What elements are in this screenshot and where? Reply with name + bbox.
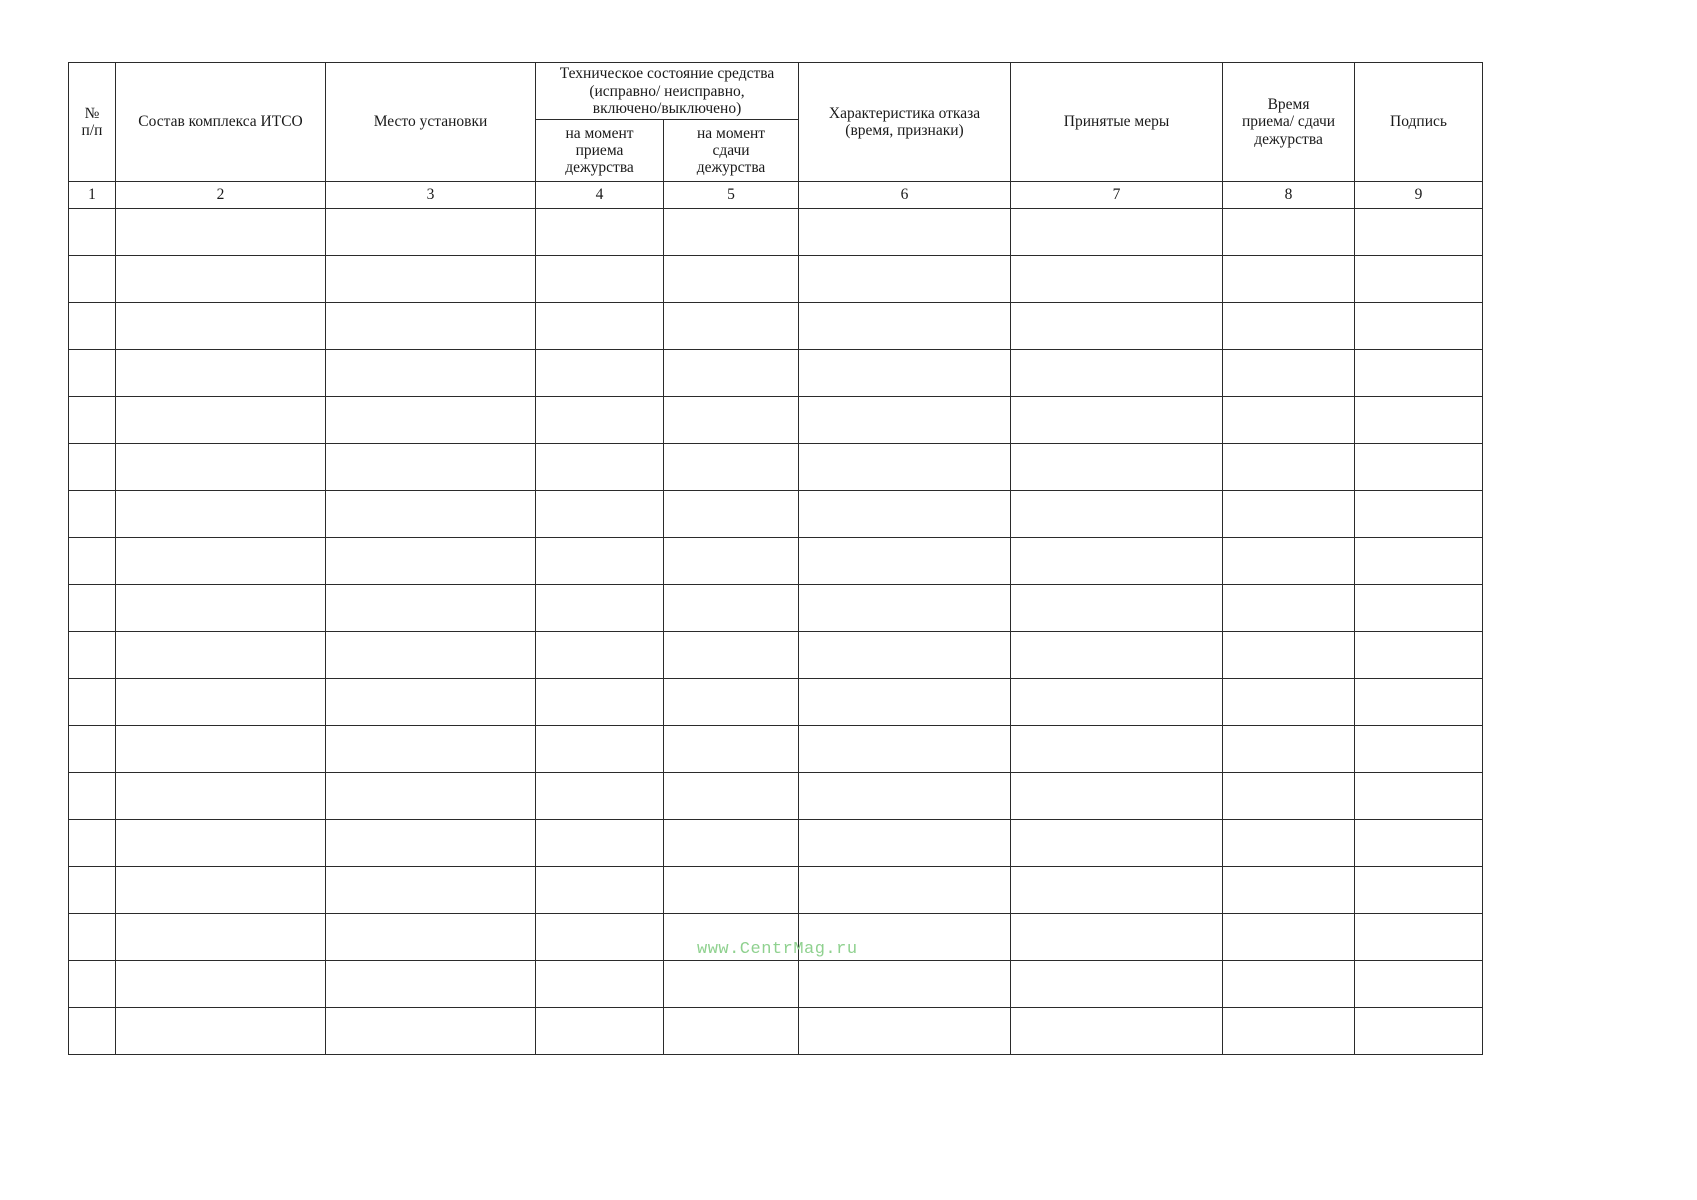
table-cell[interactable] <box>536 209 664 256</box>
table-cell[interactable] <box>536 303 664 350</box>
table-cell[interactable] <box>116 303 326 350</box>
table-cell[interactable] <box>1011 632 1223 679</box>
table-cell[interactable] <box>326 1008 536 1055</box>
table-cell[interactable] <box>1355 538 1483 585</box>
header-col-state-start-line3: дежурства <box>565 159 634 177</box>
table-cell[interactable] <box>1011 491 1223 538</box>
table-cell[interactable] <box>536 679 664 726</box>
table-cell[interactable] <box>1011 773 1223 820</box>
journal-sheet <box>68 62 1482 1055</box>
table-row <box>69 867 1483 914</box>
table-cell[interactable] <box>69 256 116 303</box>
table-cell[interactable] <box>799 961 1011 1008</box>
table-cell[interactable] <box>326 303 536 350</box>
column-number-7: 7 <box>1011 182 1223 209</box>
table-cell[interactable] <box>326 820 536 867</box>
table-cell[interactable] <box>799 1008 1011 1055</box>
table-cell[interactable] <box>116 538 326 585</box>
table-row <box>69 632 1483 679</box>
table-row <box>69 397 1483 444</box>
table-cell[interactable] <box>116 209 326 256</box>
table-cell[interactable] <box>326 444 536 491</box>
table-cell[interactable] <box>1223 397 1355 444</box>
table-cell[interactable] <box>1223 491 1355 538</box>
table-cell[interactable] <box>664 679 799 726</box>
table-cell[interactable] <box>799 397 1011 444</box>
table-cell[interactable] <box>1011 350 1223 397</box>
table-cell[interactable] <box>536 538 664 585</box>
table-cell[interactable] <box>1011 538 1223 585</box>
table-cell[interactable] <box>1223 679 1355 726</box>
header-col-state-start <box>536 120 664 182</box>
table-cell[interactable] <box>1011 820 1223 867</box>
table-row <box>69 820 1483 867</box>
table-cell[interactable] <box>536 491 664 538</box>
table-cell[interactable] <box>664 538 799 585</box>
table-cell[interactable] <box>536 914 664 961</box>
table-cell[interactable] <box>1355 726 1483 773</box>
table-cell[interactable] <box>1355 679 1483 726</box>
table-cell[interactable] <box>69 820 116 867</box>
table-cell[interactable] <box>326 538 536 585</box>
table-cell[interactable] <box>69 914 116 961</box>
watermark-text: www.CentrMag.ru <box>697 940 858 959</box>
table-cell[interactable] <box>69 867 116 914</box>
column-number-8: 8 <box>1223 182 1355 209</box>
header-col-complex: Состав комплекса ИТСО <box>116 63 326 182</box>
header-col-time <box>1223 63 1355 182</box>
table-cell[interactable] <box>116 256 326 303</box>
table-cell[interactable] <box>536 444 664 491</box>
table-cell[interactable] <box>69 538 116 585</box>
table-cell[interactable] <box>799 209 1011 256</box>
table-row <box>69 256 1483 303</box>
table-cell[interactable] <box>799 585 1011 632</box>
table-cell[interactable] <box>536 726 664 773</box>
table-cell[interactable] <box>1011 1008 1223 1055</box>
header-row-main <box>69 63 1483 120</box>
header-col-state-start-line1: на момент <box>565 124 634 142</box>
table-cell[interactable] <box>1223 867 1355 914</box>
table-cell[interactable] <box>1223 1008 1355 1055</box>
table-cell[interactable] <box>1355 303 1483 350</box>
table-cell[interactable] <box>664 491 799 538</box>
table-cell[interactable] <box>799 679 1011 726</box>
table-cell[interactable] <box>69 961 116 1008</box>
table-cell[interactable] <box>326 350 536 397</box>
table-cell[interactable] <box>116 632 326 679</box>
header-col-failure-line1: Характеристика отказа <box>828 104 981 122</box>
table-cell[interactable] <box>664 303 799 350</box>
table-cell[interactable] <box>1355 961 1483 1008</box>
table-cell[interactable] <box>1223 256 1355 303</box>
table-row <box>69 303 1483 350</box>
table-row <box>69 585 1483 632</box>
table-cell[interactable] <box>116 585 326 632</box>
header-col-time-line1: Время <box>1267 95 1310 113</box>
column-number-4: 4 <box>536 182 664 209</box>
table-cell[interactable] <box>1223 209 1355 256</box>
header-group-line2: (исправно/ неисправно, <box>589 82 745 100</box>
table-cell[interactable] <box>1355 773 1483 820</box>
table-cell[interactable] <box>116 867 326 914</box>
table-cell[interactable] <box>69 773 116 820</box>
table-cell[interactable] <box>326 726 536 773</box>
table-cell[interactable] <box>116 679 326 726</box>
table-cell[interactable] <box>326 867 536 914</box>
table-cell[interactable] <box>1223 585 1355 632</box>
table-cell[interactable] <box>536 867 664 914</box>
header-col-time-line3: дежурства <box>1254 130 1323 148</box>
table-cell[interactable] <box>69 1008 116 1055</box>
table-row <box>69 679 1483 726</box>
column-number-5: 5 <box>664 182 799 209</box>
header-group-line1: Техническое состояние средства <box>559 65 775 83</box>
table-row <box>69 350 1483 397</box>
column-number-6: 6 <box>799 182 1011 209</box>
table-cell[interactable] <box>326 397 536 444</box>
table-cell[interactable] <box>1011 914 1223 961</box>
table-cell[interactable] <box>536 350 664 397</box>
table-body <box>69 209 1483 1055</box>
table-cell[interactable] <box>536 961 664 1008</box>
table-row <box>69 491 1483 538</box>
table-cell[interactable] <box>326 632 536 679</box>
table-cell[interactable] <box>69 444 116 491</box>
table-row <box>69 726 1483 773</box>
table-cell[interactable] <box>664 444 799 491</box>
table-cell[interactable] <box>536 632 664 679</box>
table-cell[interactable] <box>536 585 664 632</box>
table-cell[interactable] <box>536 1008 664 1055</box>
table-cell[interactable] <box>799 820 1011 867</box>
table-cell[interactable] <box>664 585 799 632</box>
table-cell[interactable] <box>69 397 116 444</box>
table-cell[interactable] <box>326 491 536 538</box>
header-col-signature: Подпись <box>1355 63 1483 182</box>
table-cell[interactable] <box>1223 303 1355 350</box>
table-cell[interactable] <box>536 256 664 303</box>
table-cell[interactable] <box>664 726 799 773</box>
table-cell[interactable] <box>664 632 799 679</box>
table-cell[interactable] <box>1011 867 1223 914</box>
table-cell[interactable] <box>664 256 799 303</box>
table-cell[interactable] <box>799 303 1011 350</box>
table-cell[interactable] <box>69 209 116 256</box>
table-cell[interactable] <box>1223 914 1355 961</box>
table-cell[interactable] <box>116 491 326 538</box>
table-cell[interactable] <box>116 773 326 820</box>
header-col-number-line1: № <box>84 104 100 122</box>
table-row <box>69 1008 1483 1055</box>
table-cell[interactable] <box>116 726 326 773</box>
header-col-number <box>69 63 116 182</box>
table-cell[interactable] <box>1011 585 1223 632</box>
table-cell[interactable] <box>1011 444 1223 491</box>
table-header <box>69 63 1483 209</box>
table-cell[interactable] <box>1355 256 1483 303</box>
table-cell[interactable] <box>664 397 799 444</box>
table-cell[interactable] <box>69 350 116 397</box>
table-cell[interactable] <box>1011 961 1223 1008</box>
table-cell[interactable] <box>69 303 116 350</box>
table-cell[interactable] <box>1011 209 1223 256</box>
table-cell[interactable] <box>116 444 326 491</box>
header-col-failure <box>799 63 1011 182</box>
table-cell[interactable] <box>69 585 116 632</box>
table-cell[interactable] <box>1223 350 1355 397</box>
column-number-2: 2 <box>116 182 326 209</box>
table-cell[interactable] <box>116 1008 326 1055</box>
journal-table <box>68 62 1483 1055</box>
table-cell[interactable] <box>1355 585 1483 632</box>
table-cell[interactable] <box>799 773 1011 820</box>
table-cell[interactable] <box>1223 538 1355 585</box>
header-col-location: Место установки <box>326 63 536 182</box>
table-cell[interactable] <box>1011 726 1223 773</box>
table-cell[interactable] <box>1223 726 1355 773</box>
table-cell[interactable] <box>664 867 799 914</box>
table-cell[interactable] <box>1011 303 1223 350</box>
table-cell[interactable] <box>664 209 799 256</box>
column-number-3: 3 <box>326 182 536 209</box>
table-cell[interactable] <box>69 679 116 726</box>
header-group-line3: включено/выключено) <box>592 99 742 117</box>
table-cell[interactable] <box>1011 679 1223 726</box>
header-group-technical-state <box>536 63 799 120</box>
table-row <box>69 773 1483 820</box>
table-cell[interactable] <box>116 820 326 867</box>
column-number-9: 9 <box>1355 182 1483 209</box>
table-cell[interactable] <box>326 679 536 726</box>
table-cell[interactable] <box>1223 632 1355 679</box>
table-cell[interactable] <box>1223 773 1355 820</box>
table-cell[interactable] <box>116 914 326 961</box>
table-cell[interactable] <box>326 585 536 632</box>
table-cell[interactable] <box>664 820 799 867</box>
table-cell[interactable] <box>326 773 536 820</box>
table-cell[interactable] <box>326 256 536 303</box>
header-col-state-end <box>664 120 799 182</box>
table-cell[interactable] <box>326 961 536 1008</box>
table-row <box>69 538 1483 585</box>
header-col-failure-line2: (время, признаки) <box>845 122 964 139</box>
header-col-number-line2: п/п <box>81 122 103 139</box>
table-cell[interactable] <box>326 209 536 256</box>
table-cell[interactable] <box>116 961 326 1008</box>
table-cell[interactable] <box>326 914 536 961</box>
header-col-time-line2: приема/ сдачи <box>1241 113 1336 131</box>
table-cell[interactable] <box>1223 820 1355 867</box>
table-cell[interactable] <box>536 773 664 820</box>
table-cell[interactable] <box>1355 914 1483 961</box>
table-cell[interactable] <box>536 820 664 867</box>
table-cell[interactable] <box>69 632 116 679</box>
table-cell[interactable] <box>1223 961 1355 1008</box>
table-cell[interactable] <box>799 726 1011 773</box>
table-cell[interactable] <box>116 397 326 444</box>
table-cell[interactable] <box>799 632 1011 679</box>
table-cell[interactable] <box>1355 444 1483 491</box>
table-cell[interactable] <box>799 491 1011 538</box>
table-cell[interactable] <box>536 397 664 444</box>
table-cell[interactable] <box>1355 491 1483 538</box>
table-cell[interactable] <box>1355 1008 1483 1055</box>
header-col-measures: Принятые меры <box>1011 63 1223 182</box>
table-cell[interactable] <box>799 867 1011 914</box>
header-col-state-start-line2: приема <box>575 142 624 160</box>
table-cell[interactable] <box>69 726 116 773</box>
table-cell[interactable] <box>799 350 1011 397</box>
table-cell[interactable] <box>1355 209 1483 256</box>
table-cell[interactable] <box>1011 397 1223 444</box>
table-cell[interactable] <box>799 538 1011 585</box>
table-cell[interactable] <box>1011 256 1223 303</box>
table-cell[interactable] <box>116 350 326 397</box>
column-number-row <box>69 182 1483 209</box>
table-cell[interactable] <box>1355 867 1483 914</box>
table-cell[interactable] <box>664 961 799 1008</box>
table-cell[interactable] <box>1355 350 1483 397</box>
table-cell[interactable] <box>1355 820 1483 867</box>
table-cell[interactable] <box>799 444 1011 491</box>
table-row <box>69 209 1483 256</box>
table-cell[interactable] <box>664 1008 799 1055</box>
column-number-1: 1 <box>69 182 116 209</box>
table-cell[interactable] <box>664 350 799 397</box>
header-col-state-end-line3: дежурства <box>696 159 766 177</box>
header-col-state-end-line1: на момент <box>696 124 766 142</box>
header-col-state-end-line2: сдачи <box>712 142 750 160</box>
table-cell[interactable] <box>1355 632 1483 679</box>
table-cell[interactable] <box>799 256 1011 303</box>
table-cell[interactable] <box>1223 444 1355 491</box>
table-cell[interactable] <box>69 491 116 538</box>
table-cell[interactable] <box>1355 397 1483 444</box>
table-row <box>69 444 1483 491</box>
table-row <box>69 961 1483 1008</box>
table-cell[interactable] <box>664 773 799 820</box>
